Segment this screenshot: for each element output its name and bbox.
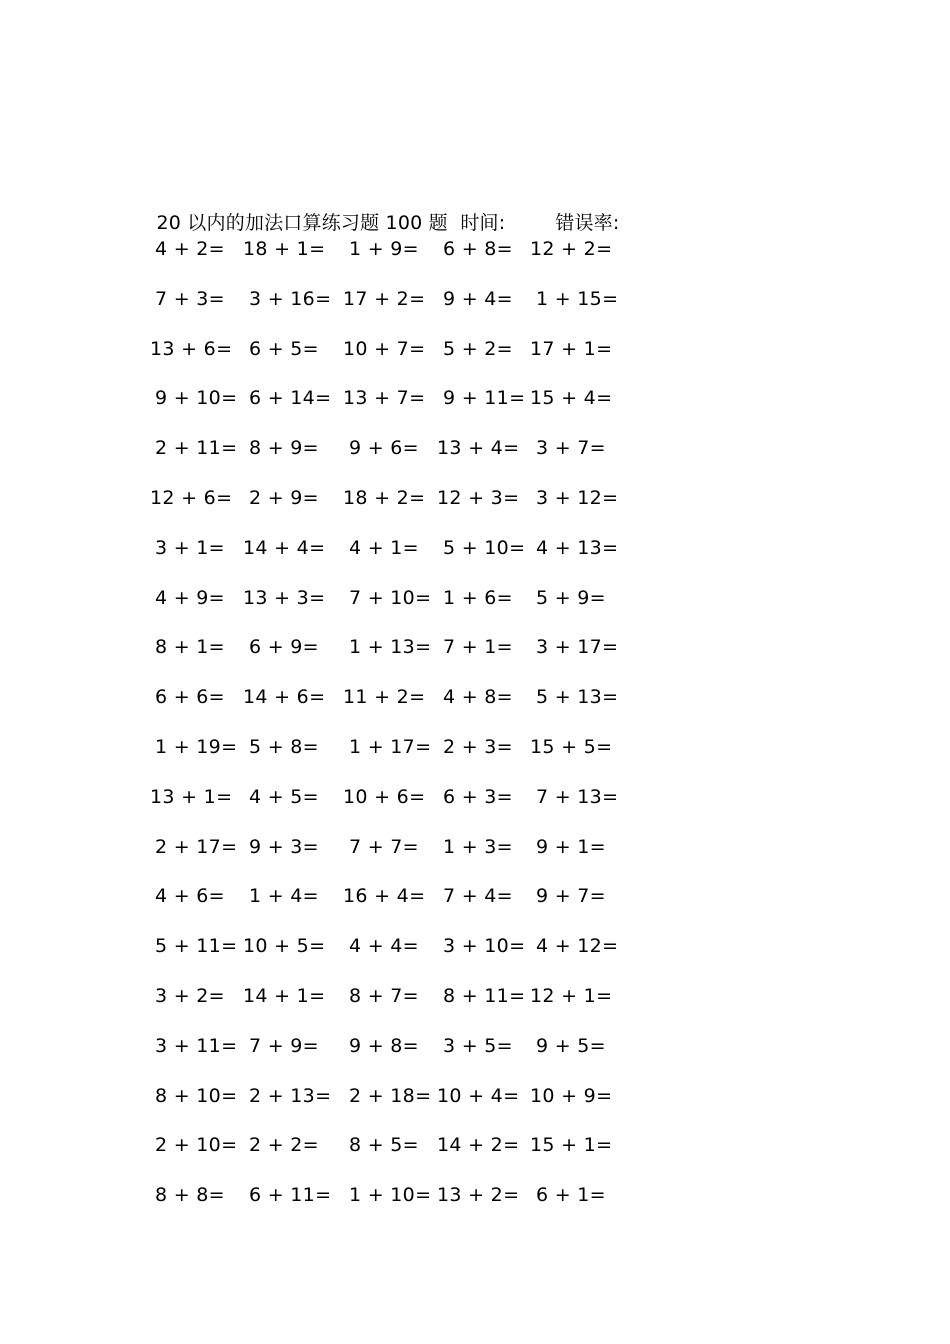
problem-r14-c2: 1 + 4= — [249, 885, 319, 907]
problem-r1-c1: 4 + 2= — [155, 238, 225, 260]
problem-r13-c4: 1 + 3= — [443, 836, 513, 858]
problem-r9-c2: 6 + 9= — [249, 636, 319, 658]
problem-r17-c4: 3 + 5= — [443, 1035, 513, 1057]
problem-r14-c4: 7 + 4= — [443, 885, 513, 907]
problem-r13-c2: 9 + 3= — [249, 836, 319, 858]
problem-r8-c2: 13 + 3= — [243, 587, 326, 609]
problem-r12-c1: 13 + 1= — [150, 786, 233, 808]
problem-r2-c4: 9 + 4= — [443, 288, 513, 310]
problem-r1-c3: 1 + 9= — [349, 238, 419, 260]
problem-r11-c4: 2 + 3= — [443, 736, 513, 758]
problem-r20-c5: 6 + 1= — [536, 1184, 606, 1206]
problem-r9-c4: 7 + 1= — [443, 636, 513, 658]
problem-r12-c4: 6 + 3= — [443, 786, 513, 808]
problem-r3-c4: 5 + 2= — [443, 338, 513, 360]
problem-r19-c3: 8 + 5= — [349, 1134, 419, 1156]
problem-r5-c3: 9 + 6= — [349, 437, 419, 459]
problem-r17-c5: 9 + 5= — [536, 1035, 606, 1057]
problem-r5-c4: 13 + 4= — [437, 437, 520, 459]
problem-r11-c5: 15 + 5= — [530, 736, 613, 758]
problem-r19-c5: 15 + 1= — [530, 1134, 613, 1156]
problem-r7-c3: 4 + 1= — [349, 537, 419, 559]
problem-r18-c1: 8 + 10= — [155, 1085, 238, 1107]
problem-r10-c4: 4 + 8= — [443, 686, 513, 708]
problem-r8-c5: 5 + 9= — [536, 587, 606, 609]
problem-r18-c5: 10 + 9= — [530, 1085, 613, 1107]
problem-r15-c2: 10 + 5= — [243, 935, 326, 957]
problem-r15-c1: 5 + 11= — [155, 935, 238, 957]
problem-r11-c2: 5 + 8= — [249, 736, 319, 758]
problem-r19-c2: 2 + 2= — [249, 1134, 319, 1156]
problem-r6-c1: 12 + 6= — [150, 487, 233, 509]
problem-r6-c4: 12 + 3= — [437, 487, 520, 509]
problem-r4-c4: 9 + 11= — [443, 387, 526, 409]
problem-r4-c2: 6 + 14= — [249, 387, 332, 409]
problem-r1-c2: 18 + 1= — [243, 238, 326, 260]
problem-r20-c2: 6 + 11= — [249, 1184, 332, 1206]
problem-r2-c2: 3 + 16= — [249, 288, 332, 310]
problem-r16-c4: 8 + 11= — [443, 985, 526, 1007]
problem-r20-c3: 1 + 10= — [349, 1184, 432, 1206]
problem-r13-c5: 9 + 1= — [536, 836, 606, 858]
problem-r2-c3: 17 + 2= — [343, 288, 426, 310]
problem-r11-c1: 1 + 19= — [155, 736, 238, 758]
problem-r16-c3: 8 + 7= — [349, 985, 419, 1007]
time-label: 时间: — [460, 212, 506, 234]
problem-r12-c5: 7 + 13= — [536, 786, 619, 808]
problem-r14-c3: 16 + 4= — [343, 885, 426, 907]
problem-r15-c4: 3 + 10= — [443, 935, 526, 957]
problem-r19-c4: 14 + 2= — [437, 1134, 520, 1156]
problem-r12-c2: 4 + 5= — [249, 786, 319, 808]
problem-r6-c3: 18 + 2= — [343, 487, 426, 509]
problem-r4-c1: 9 + 10= — [155, 387, 238, 409]
worksheet-title: 20 以内的加法口算练习题 100 题 — [156, 212, 448, 234]
problem-r5-c2: 8 + 9= — [249, 437, 319, 459]
problem-r14-c1: 4 + 6= — [155, 885, 225, 907]
problem-r15-c5: 4 + 12= — [536, 935, 619, 957]
problem-r2-c5: 1 + 15= — [536, 288, 619, 310]
problem-r12-c3: 10 + 6= — [343, 786, 426, 808]
problem-r9-c5: 3 + 17= — [536, 636, 619, 658]
problem-r16-c2: 14 + 1= — [243, 985, 326, 1007]
problem-r10-c5: 5 + 13= — [536, 686, 619, 708]
problem-r7-c2: 14 + 4= — [243, 537, 326, 559]
problem-r8-c3: 7 + 10= — [349, 587, 432, 609]
problem-r9-c3: 1 + 13= — [349, 636, 432, 658]
error-rate-label: 错误率: — [555, 212, 620, 234]
problem-r17-c3: 9 + 8= — [349, 1035, 419, 1057]
problem-r20-c1: 8 + 8= — [155, 1184, 225, 1206]
problem-r6-c5: 3 + 12= — [536, 487, 619, 509]
problem-r13-c3: 7 + 7= — [349, 836, 419, 858]
problem-r7-c4: 5 + 10= — [443, 537, 526, 559]
problem-r17-c2: 7 + 9= — [249, 1035, 319, 1057]
problem-r3-c5: 17 + 1= — [530, 338, 613, 360]
problem-r16-c1: 3 + 2= — [155, 985, 225, 1007]
problem-r2-c1: 7 + 3= — [155, 288, 225, 310]
problem-r17-c1: 3 + 11= — [155, 1035, 238, 1057]
problem-r11-c3: 1 + 17= — [349, 736, 432, 758]
problem-r3-c1: 13 + 6= — [150, 338, 233, 360]
problem-r14-c5: 9 + 7= — [536, 885, 606, 907]
problem-r5-c1: 2 + 11= — [155, 437, 238, 459]
problem-r7-c1: 3 + 1= — [155, 537, 225, 559]
problem-r7-c5: 4 + 13= — [536, 537, 619, 559]
problem-r10-c3: 11 + 2= — [343, 686, 426, 708]
problem-r1-c4: 6 + 8= — [443, 238, 513, 260]
problem-r1-c5: 12 + 2= — [530, 238, 613, 260]
problem-r16-c5: 12 + 1= — [530, 985, 613, 1007]
problem-r15-c3: 4 + 4= — [349, 935, 419, 957]
problem-r18-c3: 2 + 18= — [349, 1085, 432, 1107]
problem-r10-c2: 14 + 6= — [243, 686, 326, 708]
problem-r18-c4: 10 + 4= — [437, 1085, 520, 1107]
problem-r10-c1: 6 + 6= — [155, 686, 225, 708]
problem-r19-c1: 2 + 10= — [155, 1134, 238, 1156]
problem-r3-c3: 10 + 7= — [343, 338, 426, 360]
problem-r8-c1: 4 + 9= — [155, 587, 225, 609]
problem-r5-c5: 3 + 7= — [536, 437, 606, 459]
problem-r8-c4: 1 + 6= — [443, 587, 513, 609]
problem-r20-c4: 13 + 2= — [437, 1184, 520, 1206]
problem-r4-c5: 15 + 4= — [530, 387, 613, 409]
problem-r3-c2: 6 + 5= — [249, 338, 319, 360]
problem-r9-c1: 8 + 1= — [155, 636, 225, 658]
problem-r13-c1: 2 + 17= — [155, 836, 238, 858]
problem-r18-c2: 2 + 13= — [249, 1085, 332, 1107]
problem-r6-c2: 2 + 9= — [249, 487, 319, 509]
problem-r4-c3: 13 + 7= — [343, 387, 426, 409]
